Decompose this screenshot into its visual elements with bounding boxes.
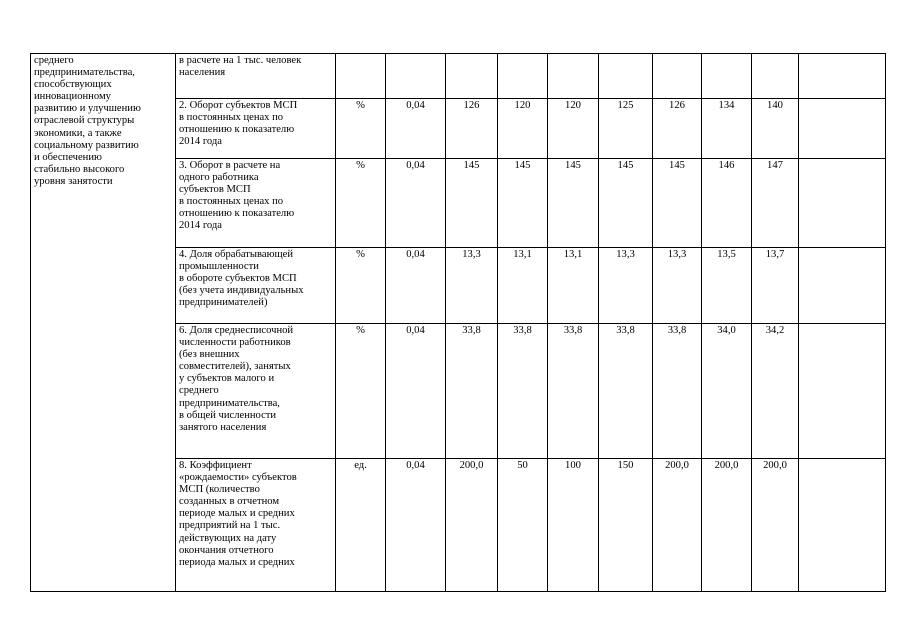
indicator-line: населения [179, 67, 226, 79]
indicator-line: периода малых и средних [179, 556, 295, 568]
weight-cell: 0,04 [386, 324, 446, 459]
weight-cell: 0,04 [386, 248, 446, 324]
goal-line: отраслевой структуры [34, 115, 135, 127]
indicator-line: совместителей), занятых [179, 361, 291, 373]
indicator-line: (без учета индивидуальных [179, 285, 304, 297]
unit-cell [336, 54, 386, 99]
indicator-line: промышленности [179, 261, 259, 273]
indicator-line: в расчете на 1 тыс. человек [179, 55, 302, 66]
indicator-line: (без внешних [179, 349, 240, 361]
indicator-line: «рождаемости» субъектов [179, 472, 297, 484]
goal-line: способствующих [34, 79, 112, 91]
value-cell: 33,8 [548, 324, 599, 459]
value-cell: 145 [498, 159, 548, 248]
value-cell [498, 54, 548, 99]
extra-cell [799, 459, 886, 592]
value-cell [702, 54, 752, 99]
value-cell [653, 54, 702, 99]
value-cell: 50 [498, 459, 548, 592]
indicator-line: 2014 года [179, 136, 223, 148]
goal-line: инновационному [34, 91, 111, 103]
indicator-line: 8. Коэффициент [179, 460, 252, 471]
indicator-line: действующих на дату [179, 532, 277, 544]
indicator-line: отношению к показателю [179, 124, 295, 136]
indicator-line: 3. Оборот в расчете на [179, 160, 281, 171]
indicator-line: созданных в отчетном [179, 496, 280, 508]
indicator-line: субъектов МСП [179, 184, 251, 196]
extra-cell [799, 99, 886, 159]
indicator-line: одного работника [179, 172, 259, 184]
value-cell: 200,0 [653, 459, 702, 592]
indicator-line: у субъектов малого и [179, 373, 275, 385]
value-cell [446, 54, 498, 99]
indicator-line: 2014 года [179, 220, 223, 232]
value-cell: 13,1 [548, 248, 599, 324]
indicator-line: 6. Доля среднесписочной [179, 325, 294, 336]
value-cell: 140 [752, 99, 799, 159]
value-cell: 125 [599, 99, 653, 159]
unit-cell: % [336, 324, 386, 459]
value-cell: 13,3 [653, 248, 702, 324]
unit-cell: % [336, 99, 386, 159]
goal-line: предпринимательства, [34, 67, 135, 79]
value-cell: 33,8 [599, 324, 653, 459]
unit-cell: % [336, 248, 386, 324]
indicator-line: в постоянных ценах по [179, 112, 284, 124]
goal-line: среднего [34, 55, 74, 66]
value-cell: 100 [548, 459, 599, 592]
value-cell: 200,0 [702, 459, 752, 592]
value-cell: 200,0 [446, 459, 498, 592]
value-cell: 33,8 [446, 324, 498, 459]
value-cell: 33,8 [498, 324, 548, 459]
indicator-line: в постоянных ценах по [179, 196, 284, 208]
indicator-cell [176, 324, 336, 459]
unit-cell: ед. [336, 459, 386, 592]
value-cell: 13,3 [599, 248, 653, 324]
indicator-cell [176, 99, 336, 159]
indicator-line: предпринимательства, [179, 397, 280, 409]
indicator-line: 4. Доля обрабатывающей [179, 249, 294, 260]
goal-cell [31, 54, 176, 592]
indicator-line: 2. Оборот субъектов МСП [179, 100, 298, 111]
indicator-line: МСП (количество [179, 484, 260, 496]
indicator-line: предпринимателей) [179, 297, 268, 309]
indicator-cell [176, 54, 336, 99]
value-cell: 120 [548, 99, 599, 159]
indicator-cell [176, 159, 336, 248]
indicator-cell [176, 248, 336, 324]
unit-cell: % [336, 159, 386, 248]
goal-line: и обеспечению [34, 151, 102, 163]
indicator-line: в общей численности [179, 409, 277, 421]
weight-cell: 0,04 [386, 459, 446, 592]
indicator-line: среднего [179, 385, 219, 397]
value-cell: 34,2 [752, 324, 799, 459]
goal-line: уровня занятости [34, 175, 113, 187]
extra-cell [799, 248, 886, 324]
value-cell: 145 [653, 159, 702, 248]
indicator-cell [176, 459, 336, 592]
goal-line: экономики, а также [34, 127, 122, 139]
value-cell: 147 [752, 159, 799, 248]
value-cell [548, 54, 599, 99]
extra-cell [799, 159, 886, 248]
table-row [31, 54, 886, 99]
indicator-line: занятого населения [179, 421, 267, 433]
value-cell: 145 [548, 159, 599, 248]
weight-cell: 0,04 [386, 159, 446, 248]
value-cell: 13,3 [446, 248, 498, 324]
goal-line: развитию и улучшению [34, 103, 141, 115]
goal-line: социальному развитию [34, 139, 139, 151]
value-cell: 200,0 [752, 459, 799, 592]
value-cell: 34,0 [702, 324, 752, 459]
value-cell: 146 [702, 159, 752, 248]
weight-cell [386, 54, 446, 99]
value-cell: 134 [702, 99, 752, 159]
indicator-line: предприятий на 1 тыс. [179, 520, 281, 532]
indicator-line: численности работников [179, 337, 291, 349]
weight-cell: 0,04 [386, 99, 446, 159]
value-cell: 145 [599, 159, 653, 248]
value-cell: 13,7 [752, 248, 799, 324]
value-cell: 126 [446, 99, 498, 159]
value-cell: 150 [599, 459, 653, 592]
value-cell [599, 54, 653, 99]
value-cell: 120 [498, 99, 548, 159]
indicators-table [30, 53, 886, 592]
indicator-line: отношению к показателю [179, 208, 295, 220]
extra-cell [799, 324, 886, 459]
value-cell: 33,8 [653, 324, 702, 459]
value-cell [752, 54, 799, 99]
value-cell: 13,1 [498, 248, 548, 324]
indicator-line: окончания отчетного [179, 544, 274, 556]
indicator-line: периоде малых и средних [179, 508, 295, 520]
value-cell: 126 [653, 99, 702, 159]
indicator-line: в обороте субъектов МСП [179, 273, 297, 285]
value-cell: 13,5 [702, 248, 752, 324]
goal-line: стабильно высокого [34, 163, 125, 175]
value-cell: 145 [446, 159, 498, 248]
extra-cell [799, 54, 886, 99]
